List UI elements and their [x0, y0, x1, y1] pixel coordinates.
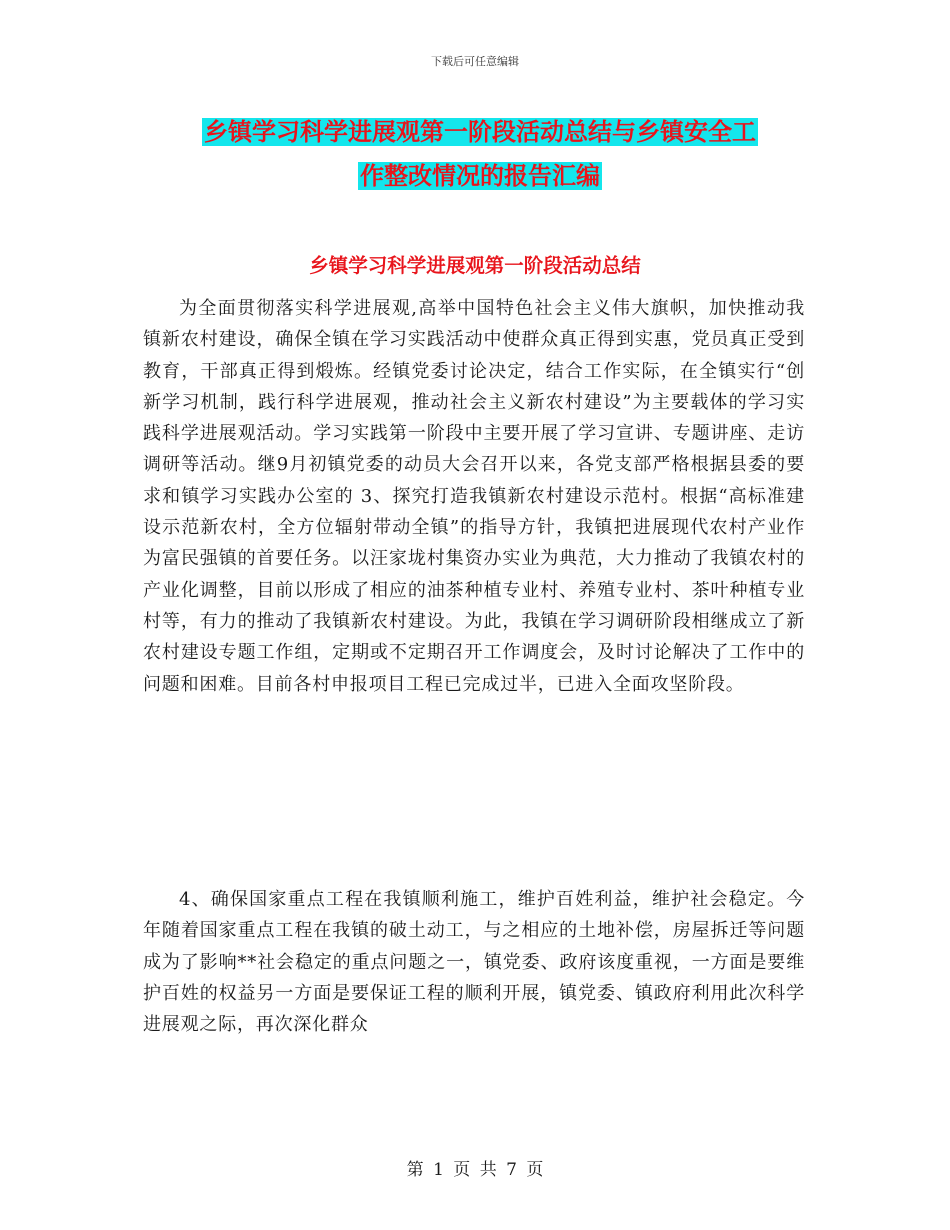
document-title — [140, 110, 820, 198]
body-paragraph: 4、确保国家重点工程在我镇顺利施工，维护百姓利益，维护社会稳定。今年随着国家重点工程在我镇的破土动工，与之相应的土地补偿，房屋拆迁等问题成为了影响**社会稳定的重点问题之一，镇党委、政府该度重视，一方面是要维护百姓的权益另一方面是要保证工程的顺利开展，镇党委、镇政府利用此次科学进展观之际，再次深化群众 — [143, 889, 805, 1036]
body-paragraph-1-container — [143, 293, 805, 700]
page-number-footer: 第 1 页 共 7 页 — [406, 1160, 544, 1180]
body-paragraph: 为全面贯彻落实科学进展观,高举中国特色社会主义伟大旗帜，加快推动我镇新农村建设，确保全镇在学习实践活动中使群众真正得到实惠，党员真正受到教育，干部真正得到煅炼。经镇党委讨论决定，结合工作实际，在全镇实行“创新学习机制，践行科学进展观，推动社会主义新农村建设”为主要载体的学习实践科学进展观活动。学习实践第一阶段中主要开展了学习宣讲、专题讲座、走访调研等活动。继9月初镇党委的动员大会召开以来，各党支部严格根据县委的要求和镇学习实践办公室的 3、探究打造我镇新农村建设示范村。根据“高标准建设示范新农村，全方位辐射带动全镇”的指导方针，我镇把进展现代农村产业作为富民强镇的首要任务。以汪家垅村集资办实业为典范，大力推动了我镇农村的产业化调整，目前以形成了相应的油茶种植专业村、养殖专业村、茶叶种植专业村等，有力的推动了我镇新农村建设。为此，我镇在学习调研阶段相继成立了新农村建设专题工作组，定期或不定期召开工作调度会，及时讨论解决了工作中的问题和困难。目前各村申报项目工程已完成过半，已进入全面攻坚阶段。 — [143, 298, 805, 695]
section-heading: 乡镇学习科学进展观第一阶段活动总结 — [309, 254, 641, 277]
document-title-line-1: 乡镇学习科学进展观第一阶段活动总结与乡镇安全工 — [204, 118, 756, 146]
body-paragraph-2-container — [143, 884, 805, 1040]
page-header-note: 下载后可任意编辑 — [431, 55, 519, 68]
document-title-line-2: 作整改情况的报告汇编 — [360, 162, 600, 190]
